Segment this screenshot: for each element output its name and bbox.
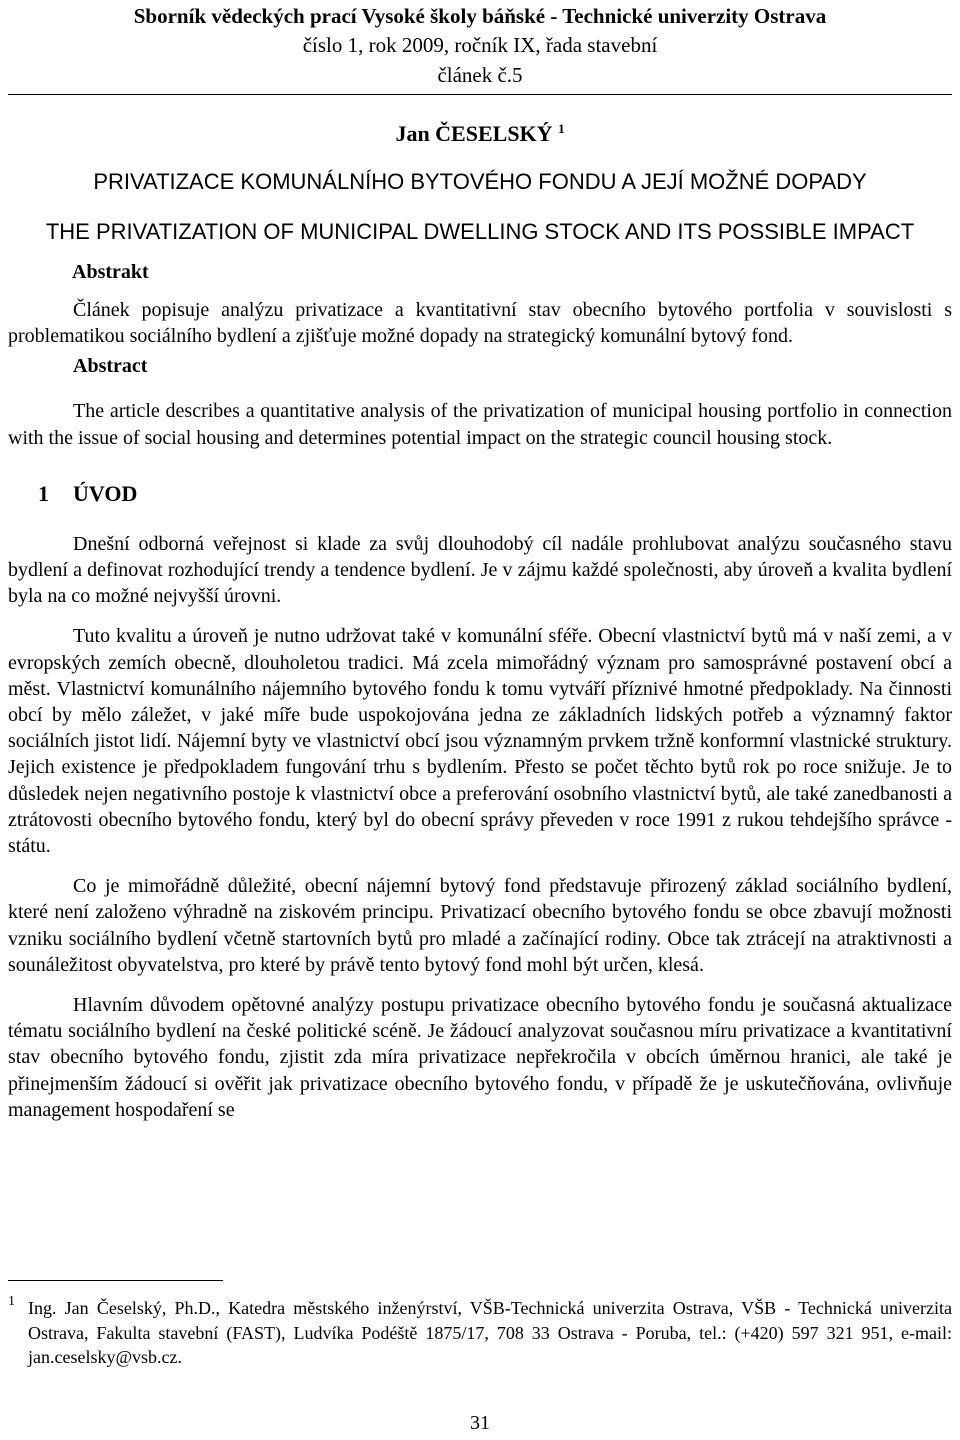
header-divider — [8, 94, 952, 95]
journal-title: Sborník vědeckých prací Vysoké školy báňské - Technické univerzity Ostrava — [133, 4, 827, 28]
footnote-divider — [8, 1280, 223, 1281]
author-name: Jan ČESELSKÝ — [395, 121, 553, 146]
article-number: článek č.5 — [437, 63, 523, 87]
paragraph: Hlavním důvodem opětovné analýzy postupu privatizace obecního bytového fondu je současná aktualizace tématu sociálního bydlení na české politické scéně. Je žádoucí analyzovat současnou míru privatizace a kvantitativní stav obecního bytového fondu, zjistit zda míra privatizace nepřekročila v obcích úměrnou hranici, ale také je přinejmenším žádoucí si ověřit jak privatizace obecního bytového fondu, v případě že je uskutečňována, ovlivňuje management hospodaření se — [8, 994, 952, 1121]
abstract-heading: Abstract — [73, 355, 148, 378]
journal-issue-info: číslo 1, rok 2009, ročník IX, řada stavební — [302, 33, 658, 57]
paragraph: Dnešní odborná veřejnost si klade za svůj dlouhodobý cíl nadále prohlubovat analýzu současného stavu bydlení a definovat rozhodující trendy a tendence bydlení. Je v zájmu každé společnosti, aby úroveň a kvalita bydlení byla na co možné nejvyšší úrovni. — [8, 532, 952, 608]
abstrakt-heading: Abstrakt — [72, 261, 149, 283]
title-english: THE PRIVATIZATION OF MUNICIPAL DWELLING STOCK AND ITS POSSIBLE IMPACT — [45, 219, 915, 244]
page-number: 31 — [470, 1412, 490, 1434]
section-title: ÚVOD — [73, 480, 138, 506]
abstract-text: The article describes a quantitative analysis of the privatization of municipal housing portfolio in connection with the issue of social housing and determines potential impact on the strategic council housing stock. — [8, 400, 952, 449]
section-number: 1 — [38, 480, 49, 506]
paper-page — [8, 0, 952, 1440]
paragraph: Co je mimořádně důležité, obecní nájemní bytový fond představuje přirozený základ sociálního bydlení, které není založeno výhradně na ziskovém principu. Privatizací obecního bytového fondu se obce zbavují možnosti vzniku sociálního bydlení včetně startovních bytů pro mladé a začínající rodiny. Obce tak ztrácejí na atraktivnosti a sounáležitost obyvatelstva, pro které by právě tento bytový fond mohl být určen, klesá. — [8, 875, 952, 976]
paragraph: Tuto kvalitu a úroveň je nutno udržovat také v komunální sféře. Obecní vlastnictví bytů má v naší zemi, a v evropských zemích obecně, dlouholetou tradici. Má zcela mimořádný význam pro samosprávné postavení obcí a měst. Vlastnictví komunálního nájemního bytového fondu k tomu vytváří příznivé hmotné předpoklady. Na činnosti obcí by mělo záležet, v jaké míře bude uspokojována jedna ze základních lidských potřeb a významný faktor sociálních jistot lidí. Nájemní byty ve vlastnictví obcí jsou významným prvkem tržně konformní vlastnické struktury. Jejich existence je předpokladem fungování trhu s bydlením. Přesto se počet těchto bytů rok po roce snižuje. Je to důsledek nejen negativního postoje k vlastnictví obce a preferování osobního vlastnictví bytů, ale také zanedbanosti a ztrátovosti obecního bytového fondu, který byl do obecní správy převeden v roce 1991 z rukou tehdejšího správce - státu. — [8, 625, 952, 858]
author-line — [8, 115, 952, 148]
journal-header — [8, 0, 952, 90]
footnote — [8, 1296, 952, 1370]
footnote-mark: 1 — [8, 1294, 15, 1309]
abstrakt-text: Článek popisuje analýzu privatizace a kvantitativní stav obecního bytového portfolia v souvislosti s problematikou sociálního bydlení a zjišťuje možné dopady na strategický komunální bytový fond. — [8, 299, 952, 348]
title-czech: PRIVATIZACE KOMUNÁLNÍHO BYTOVÉHO FONDU A JEJÍ MOŽNÉ DOPADY — [93, 169, 867, 194]
section-heading — [8, 480, 952, 508]
footnote-text: Ing. Jan Česelský, Ph.D., Katedra městského inženýrství, VŠB-Technická univerzita Ostrava, VŠB - Technická univerzita Ostrava, Fakulta stavební (FAST), Ludvíka Podéště 1875/17, 708 33 Ostrava - Poruba, tel.: (+420) 597 321 951, e-mail: jan.ceselsky@vsb.cz. — [28, 1298, 952, 1367]
author-footnote-ref: 1 — [558, 121, 565, 136]
